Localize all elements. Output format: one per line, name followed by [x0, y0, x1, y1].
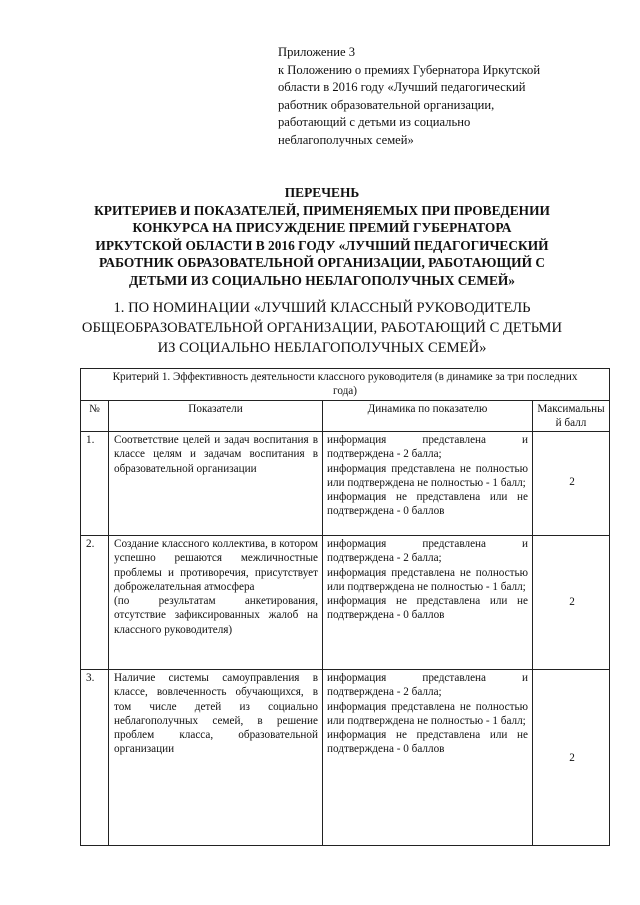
table-divider	[81, 400, 609, 401]
table-divider	[532, 400, 533, 845]
dynamics-item: информация представлена не полностью или подтверждена не полностью - 1 балл;	[327, 566, 528, 593]
dynamics-item: информация не представлена или не подтверждена - 0 баллов	[327, 491, 528, 518]
dynamics-item: информация представлена не полностью или подтверждена не полностью - 1 балл;	[327, 462, 528, 489]
appendix-line: неблагополучных семей»	[278, 132, 414, 147]
row-indicator: Соответствие целей и задач воспитания в классе целям и задачам воспитания в образовательной организации	[114, 434, 318, 475]
header-num: №	[89, 403, 100, 415]
row-dynamics	[327, 671, 528, 757]
document-title	[20, 184, 624, 290]
table-divider	[108, 400, 109, 845]
nomination-line: ИЗ СОЦИАЛЬНО НЕБЛАГОПОЛУЧНЫХ СЕМЕЙ»	[157, 340, 487, 356]
appendix-line: работник образовательной организации,	[278, 97, 495, 112]
title-line: КРИТЕРИЕВ И ПОКАЗАТЕЛЕЙ, ПРИМЕНЯЕМЫХ ПРИ ПРОВЕДЕНИИ	[94, 202, 550, 218]
row-dynamics	[327, 433, 528, 519]
dynamics-item: информация представлена и подтверждена - 2 балла;	[327, 434, 528, 461]
row-number: 3.	[86, 672, 95, 684]
dynamics-item: информация представлена и подтверждена - 2 балла;	[327, 672, 528, 699]
criterion-title: Критерий 1. Эффективность деятельности классного руководителя (в динамике за три последних года)	[112, 371, 578, 397]
row-number: 1.	[86, 434, 95, 446]
indicator-text: Создание классного коллектива, в котором успешно решаются межличностные проблемы и противоречия, присутствует доброжелательная атмосфера	[114, 538, 318, 593]
table-divider	[81, 535, 609, 536]
appendix-line: Приложение 3	[278, 45, 356, 59]
header-dynamics: Динамика по показателю	[367, 403, 488, 415]
header-max-score: Максимальный балл	[537, 403, 605, 430]
nomination-heading	[20, 298, 624, 358]
dynamics-item: информация представлена не полностью или подтверждена не полностью - 1 балл;	[327, 700, 528, 727]
row-dynamics	[327, 537, 528, 623]
appendix-line: области в 2016 году «Лучший педагогический	[278, 80, 526, 94]
appendix-line: к Положению о премиях Губернатора Иркутской	[278, 62, 541, 77]
header-indicators: Показатели	[188, 403, 243, 415]
dynamics-item: информация не представлена или не подтверждена - 0 баллов	[327, 595, 528, 622]
dynamics-item: информация не представлена или не подтверждена - 0 баллов	[327, 729, 528, 756]
title-line: ДЕТЬМИ ИЗ СОЦИАЛЬНО НЕБЛАГОПОЛУЧНЫХ СЕМЕЙ»	[129, 272, 515, 288]
dynamics-item: информация представлена и подтверждена - 2 балла;	[327, 538, 528, 565]
title-line: ИРКУТСКОЙ ОБЛАСТИ В 2016 ГОДУ «ЛУЧШИЙ ПЕДАГОГИЧЕСКИЙ	[95, 237, 549, 253]
row-score: 2	[569, 476, 575, 488]
table-divider	[81, 431, 609, 432]
appendix-line: работающий с детьми из социально	[278, 115, 471, 129]
row-score: 2	[569, 752, 575, 764]
title-line: ПЕРЕЧЕНЬ	[284, 185, 360, 200]
title-line: РАБОТНИК ОБРАЗОВАТЕЛЬНОЙ ОРГАНИЗАЦИИ, РАБОТАЮЩИЙ С	[98, 255, 546, 271]
indicator-note: (по результатам анкетирования, отсутствие зафиксированных жалоб на классного руководителя)	[114, 595, 318, 636]
row-number: 2.	[86, 538, 95, 550]
row-indicator: Наличие системы самоуправления в классе, вовлеченность обучающихся, в том числе детей из социально неблагополучных семей, в решение проблем класса, образовательной организации	[114, 672, 318, 756]
appendix-header	[278, 44, 608, 149]
title-line: КОНКУРСА НА ПРИСУЖДЕНИЕ ПРЕМИЙ ГУБЕРНАТОРА	[132, 220, 512, 236]
table-divider	[81, 669, 609, 670]
row-indicator	[114, 537, 318, 637]
table-divider	[322, 400, 323, 845]
nomination-line: ОБЩЕОБРАЗОВАТЕЛЬНОЙ ОРГАНИЗАЦИИ, РАБОТАЮЩИЙ С ДЕТЬМИ	[81, 320, 563, 336]
row-score: 2	[569, 596, 575, 608]
criteria-table	[80, 368, 610, 846]
nomination-line: 1. ПО НОМИНАЦИИ «ЛУЧШИЙ КЛАССНЫЙ РУКОВОДИТЕЛЬ	[113, 300, 531, 316]
